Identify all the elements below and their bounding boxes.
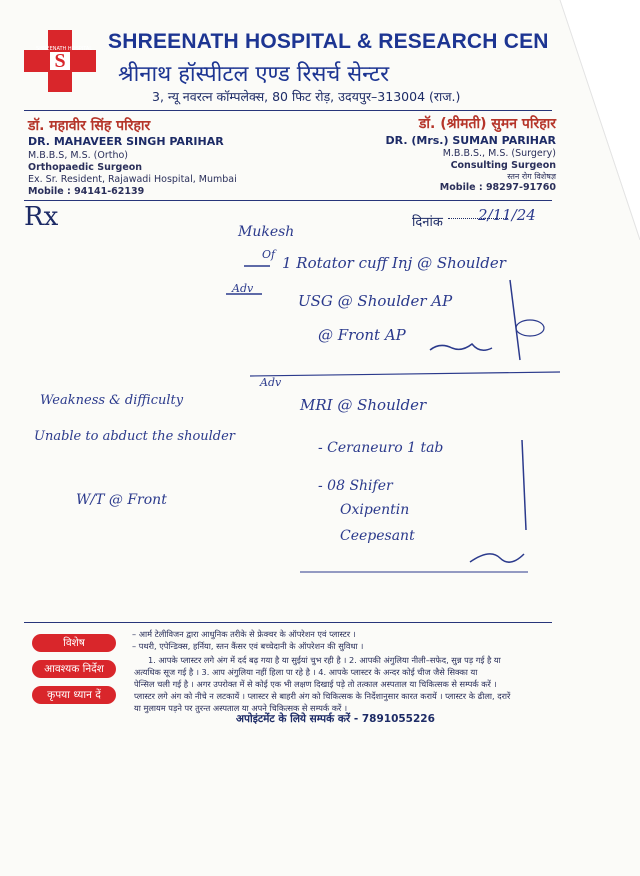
- special-label: विशेष: [32, 634, 116, 652]
- left-doctor-role: Orthopaedic Surgeon: [28, 162, 143, 173]
- hw-line-4: USG @ Shoulder AP: [298, 292, 453, 310]
- hospital-name-hi: श्रीनाथ हॉस्पीटल एण्ड रिसर्च सेन्टर: [118, 62, 390, 87]
- hw-line-0: Mukesh: [238, 224, 295, 240]
- left-doctor-mobile: Mobile : 94141-62139: [28, 186, 145, 197]
- date-label: दिनांक: [412, 215, 443, 230]
- hw-line-5: @ Front AP: [318, 326, 406, 344]
- hw-line-10: Oxipentin: [340, 502, 410, 518]
- hw-line-2: 1 Rotator cuff Inj @ Shoulder: [282, 254, 506, 272]
- right-doctor-name-hi: डॉ. (श्रीमती) सुमन परिहार: [418, 116, 556, 132]
- appointment-contact: अपोइंटमेंट के लिये सम्पर्क करें - 7891055226: [236, 713, 435, 725]
- hospital-address: 3, न्यू नवरत्न कॉम्पलेक्स, 80 फिट रोड़, उदयपुर–313004 (राज.): [152, 89, 461, 104]
- right-doctor-degree: M.B.B.S., M.S. (Surgery): [442, 148, 556, 159]
- hospital-name-en: SHREENATH HOSPITAL & RESEARCH CEN: [108, 30, 549, 53]
- right-doctor-mobile: Mobile : 98297-91760: [439, 182, 556, 193]
- hw-line-6: Adv: [260, 376, 282, 389]
- hw-line-14: W/T @ Front: [76, 492, 167, 508]
- special-line-1: – आर्म टेलीविजन द्वारा आधुनिक तरीके से फ्रेक्चर के ऑपरेशन एवं प्लास्टर ।: [132, 629, 356, 639]
- hw-line-13: Unable to abduct the shoulder: [34, 429, 236, 444]
- logo-text: SHREENATH HOSPITAL: [36, 46, 93, 52]
- footer-divider: [24, 622, 552, 623]
- left-doctor-degree: M.B.B.S, M.S. (Ortho): [28, 150, 129, 161]
- hw-date: 2/11/24: [478, 206, 536, 224]
- important-instructions-label: आवश्यक निर्देश: [32, 660, 116, 678]
- left-doctor-name-en: DR. MAHAVEER SINGH PARIHAR: [28, 135, 224, 148]
- instruction-line-5: या मुलायम पड़ने पर तुरन्त अस्पताल या अपने चिकित्सक से सम्पर्क करें ।: [134, 703, 348, 713]
- hw-line-11: Ceepesant: [340, 528, 415, 544]
- hw-line-1: Of: [262, 248, 276, 261]
- hw-line-12: Weakness & difficulty: [40, 393, 184, 408]
- svg-text:S: S: [54, 50, 66, 72]
- special-line-2: – पथरी, एपेन्डिक्स, हर्निया, स्तन कैंसर एवं बच्चेदानी के ऑपरेशन की सुविधा ।: [132, 641, 364, 651]
- left-doctor-name-hi: डॉ. महावीर सिंह परिहार: [28, 118, 151, 134]
- instruction-line-2: अत्यधिक सूज गई है । 3. आप अंगुलिया नहीं हिला पा रहे है । 4. आपके प्लास्टर के अन्दर कोई चीज जैसे सिक्का या: [134, 667, 478, 677]
- please-note-label: कृपया ध्यान दें: [32, 686, 116, 704]
- hw-line-7: MRI @ Shoulder: [300, 396, 427, 414]
- right-doctor-name-en: DR. (Mrs.) SUMAN PARIHAR: [385, 134, 556, 147]
- instruction-line-3: पेन्सिल चली गई है । अगर उपरोक्त में से कोई एक भी लक्षण दिखाई पड़े तो तत्काल अस्पताल या चिकित्सक से सम्पर्क करें ।: [134, 679, 497, 689]
- folded-corner-shadow: [520, 0, 640, 240]
- hw-line-8: - Ceraneuro 1 tab: [318, 440, 444, 456]
- instruction-line-1: 1. आपके प्लास्टर लगे अंग में दर्द बढ़ गया है या सुईयां चुभ रही है । 2. आपकी अंगुलिया नीली–सफेद, सुन्न पड़ गई है या: [148, 655, 501, 665]
- right-doctor-role: Consulting Surgeon: [450, 160, 556, 171]
- hw-line-3: Adv: [232, 282, 254, 295]
- left-doctor-experience: Ex. Sr. Resident, Rajawadi Hospital, Mumbai: [28, 174, 237, 185]
- rx-symbol: Rx: [24, 202, 59, 232]
- instruction-line-4: प्लास्टर लगे अंग को नीचे न लटकायें । प्लास्टर से बाहरी अंग को चिकित्सक के निर्देशानुसार कारत करायें । प्लास्टर के ढीला, दरारें: [134, 691, 511, 701]
- right-doctor-speciality: स्तन रोग विशेषज्ञ: [507, 172, 556, 181]
- hw-line-9: - 08 Shifer: [318, 478, 393, 494]
